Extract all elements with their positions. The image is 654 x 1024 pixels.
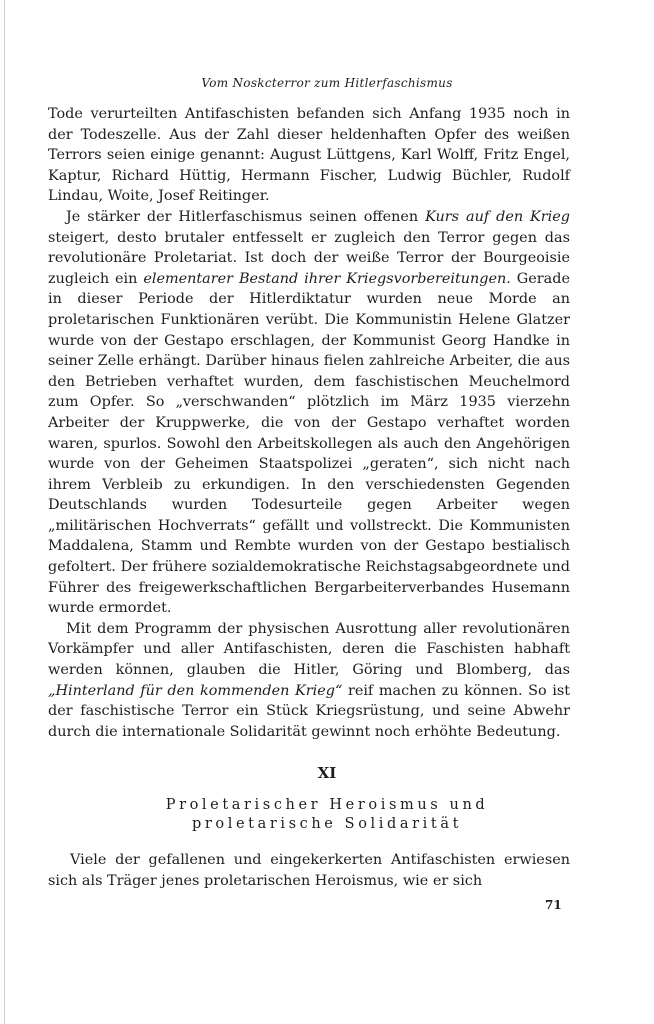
paragraph (48, 104, 570, 207)
section-body (48, 850, 570, 891)
page-number: 71 (545, 898, 562, 912)
section-paragraph: Viele der gefallenen und eingekerkerten Antifaschisten erwiesen sich als Träger jenes proletarischen Heroismus, wie er sich (48, 852, 570, 889)
text-run: Tode verurteilten Antifaschisten befanden sich Anfang 1935 noch in der Todeszelle. Aus der Zahl dieser heldenhaften Opfer des weißen Terrors seien einige genannt: August Lüttgens, Karl Wolff, Fritz Engel, Kaptur, Richard Hüttig, Hermann Fischer, Ludwig Büchler, Rudolf Lindau, Woite, Josef Reitinger. (48, 106, 570, 205)
section-title (0, 796, 654, 834)
page-edge (4, 0, 5, 1024)
chapter-number: XI (317, 764, 337, 782)
text-run: reif machen zu können. So ist der faschistische Terror ein Stück Kriegsrüstung, und seine Abwehr durch die internationale Solidarität gewinnt noch erhöhte Bedeutung. (48, 682, 570, 740)
paragraph (48, 207, 570, 619)
section-title-line-1: Proletarischer Heroismus und (165, 797, 489, 813)
text-run: Mit dem Programm der physischen Ausrottung aller revolutionären Vorkämpfer und aller Antifaschisten, deren die Faschisten habhaft werden können, glauben die Hitler, Göring und Blomberg, das (48, 620, 570, 679)
text-run: Je stärker der Hitlerfaschismus seinen offenen (66, 208, 426, 225)
running-head: Vom Noskcterror zum Hitlerfaschismus (201, 76, 453, 90)
text-run: steigert, desto brutaler entfesselt er zugleich den Terror gegen das revolutionäre Proletariat. Ist doch der weiße Terror der Bourgeoisie zugleich ein (48, 229, 570, 287)
body-text (48, 104, 570, 742)
section-title-line-2: proletarische Solidarität (191, 816, 463, 832)
paragraph (48, 619, 570, 743)
text-run: Gerade in dieser Periode der Hitlerdiktatur wurden neue Morde an proletarischen Funktionären verübt. Die Kommunistin Helene Glatzer wurde von der Gestapo erschlagen, der Kommunist Georg Handke in seiner Zelle erhängt. Darüber hinaus fielen zahlreiche Arbeiter, die aus den Betrieben verhaftet wurden, dem faschistischen Meuchelmord zum Opfer. So „verschwanden“ plötzlich im März 1935 vierzehn Arbeiter der Kruppwerke, die von der Gestapo verhaftet worden waren, spurlos. Sowohl den Arbeitskollegen als auch den Angehörigen wurde von der Geheimen Staatspolizei „geraten“, sich nicht nach ihrem Verbleib zu erkundigen. In den verschiedensten Gegenden Deutschlands wurden Todesurteile gegen Arbeiter wegen „militärischen Hochverrats“ gefällt und vollstreckt. Die Kommunisten Maddalena, Stamm und Rembte wurden von der Gestapo bestialisch gefoltert. Der frühere sozialdemokratische Reichstagsabgeordnete und Führer des freigewerkschaftlichen Bergarbeiterverbandes Husemann wurde ermordet. (48, 270, 570, 617)
italic-text: Kurs auf den Krieg (425, 208, 570, 225)
italic-text: „Hinterland für den kommenden Krieg“ (48, 682, 343, 699)
italic-text: elementarer Bestand ihrer Kriegsvorbereitungen. (143, 270, 511, 287)
